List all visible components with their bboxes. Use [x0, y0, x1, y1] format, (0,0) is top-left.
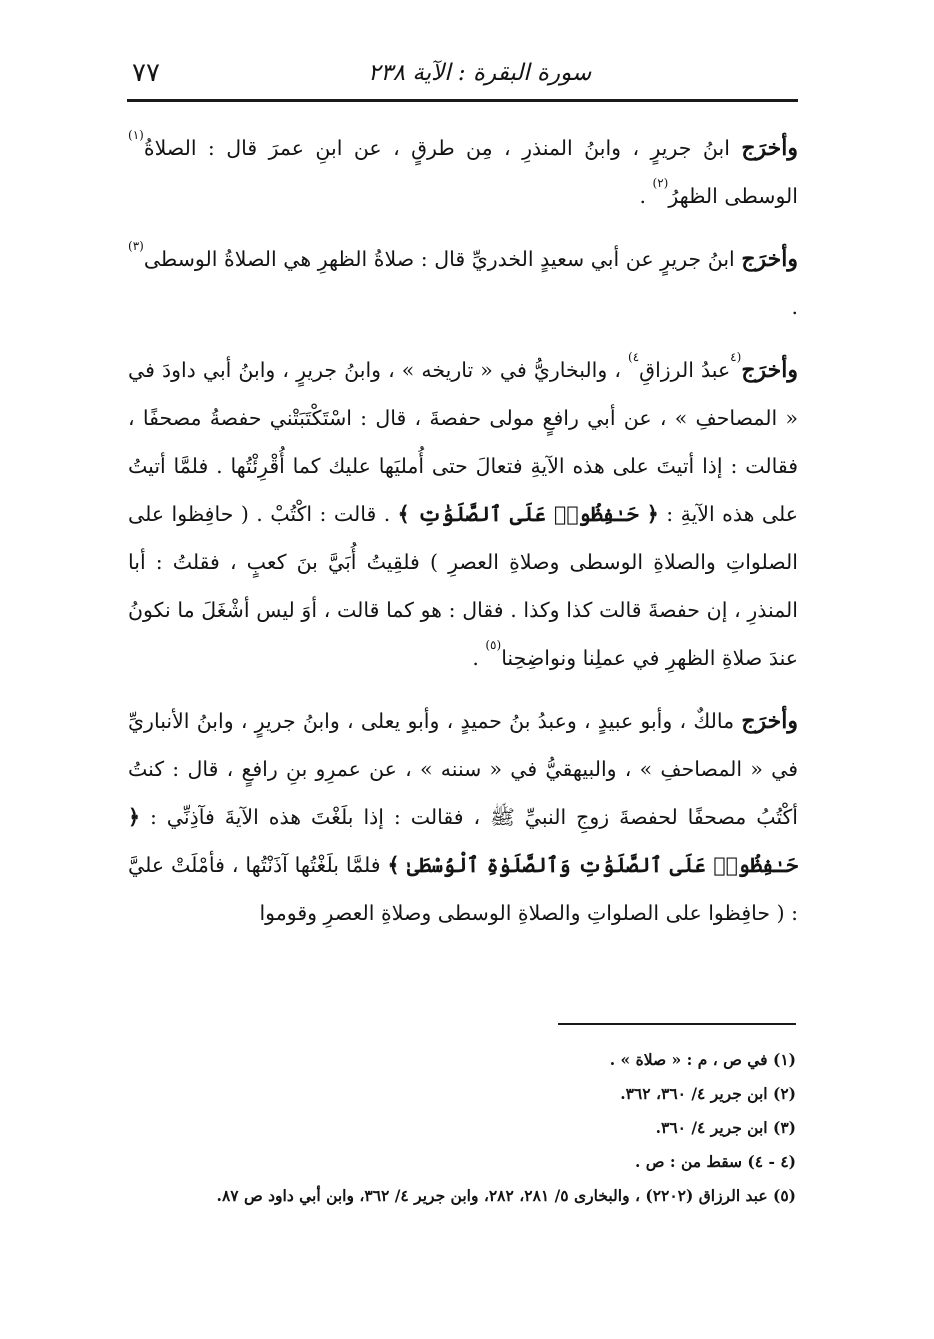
text-run: مالكٌ ، وأبو عبيدٍ ، وعبدُ بنُ حميدٍ ، وأبو يعلى ، وابنُ جريرٍ ، وابنُ الأنباريِّ في « المصاحفِ » ، والبيهقيُّ في « سننه » ، عن عمرِو بنِ رافعٍ ، قال : كنتُ أكْتُبُ مصحفًا لحفصةَ زوجِ النبيِّ ﷺ ، فقالت : إذا بلَغْتَ هذه الآيةَ فآذِنِّي :: [128, 709, 798, 829]
footnote-ref: ٤): [628, 350, 640, 364]
text-run: .: [472, 646, 486, 670]
paragraph-3: [128, 346, 798, 682]
text-run: ابنُ جريرٍ عن أبي سعيدٍ الخدريِّ قال : صلاةُ الظهرِ هي الصلاةُ الوسطى: [143, 247, 742, 271]
paragraph-4: [128, 697, 798, 937]
footnote-5: (٥) عبد الرزاق (٢٢٠٢) ، والبخارى ٥/ ٢٨١، ٢٨٢، وابن جرير ٤/ ٣٦٢، وابن أبي داود ص ٨٧.: [216, 1186, 796, 1205]
paragraph-lead-word: وأخرَج: [741, 135, 798, 161]
text-run: عبدُ الرزاقِ: [639, 358, 731, 382]
page-number: ٧٧: [132, 58, 160, 88]
header-rule: [127, 99, 798, 102]
paragraph-1: [128, 124, 798, 220]
footnote-ref: (٢): [652, 176, 669, 190]
footnote-ref: (٣): [128, 239, 144, 253]
quran-verse: ﴿ حَـٰفِظُوا۟ عَلَى ٱلصَّلَوَٰتِ وَٱلصَّلَوٰةِ ٱلْوُسْطَىٰ ﴾: [128, 805, 798, 877]
text-run: . قالت : اكْتُبْ . ( حافِظوا على الصلواتِ والصلاةِ الوسطى وصلاةِ العصرِ ) فلقِيتُ أُبَيَّ بنَ كعبٍ ، فقلتُ : أبا المنذرِ ، إن حفصةَ قالت كذا وكذا . فقال : هو كما قالت ، أوَ ليس أشْغَلَ ما نكونُ عندَ صلاةِ الظهرِ في عملِنا ونواضِحِنا: [128, 502, 798, 670]
footnotes: [100, 1043, 796, 1213]
footnote-ref: (٥): [485, 638, 502, 652]
footnote-4: (٤ - ٤) سقط من : ص .: [634, 1152, 796, 1171]
footnote-3: (٣) ابن جرير ٤/ ٣٦٠.: [655, 1118, 796, 1137]
text-run: .: [791, 295, 798, 319]
footnote-ref: (٤: [730, 350, 742, 364]
text-run: الوسطى الظهرُ: [668, 184, 798, 208]
text-run: .: [639, 184, 653, 208]
footnote-2: (٢) ابن جرير ٤/ ٣٦٠، ٣٦٢.: [620, 1084, 796, 1103]
text-run: ابنُ جريرٍ ، وابنُ المنذرِ ، مِن طرقٍ ، عن ابنِ عمرَ قال : الصلاةُ: [143, 136, 742, 160]
paragraph-2: [128, 235, 798, 331]
footnote-1: (١) في ص ، م : « صلاة » .: [609, 1050, 796, 1069]
paragraph-lead-word: وأخرَج: [741, 708, 798, 734]
footnote-ref: (١): [128, 128, 144, 142]
text-run: ، والبخاريُّ في « تاريخه » ، وابنُ جريرٍ ، وابنُ أبي داودَ في « المصاحفِ » ، عن أبي رافعٍ مولى حفصةَ ، قال : اسْتَكْتَبَتْني حفصةُ مصحفًا ، فقالت : إذا أتيتَ على هذه الآيةِ فتعالَ حتى أُمليَها عليك كما أُقْرِئْتُها . فلمَّا أتيتُ على هذه الآيةِ :: [128, 358, 798, 526]
text-run: فلمَّا بلَغْتُها آذَنْتُها ، فأمْلَتْ عليَّ : ( حافِظوا على الصلواتِ والصلاةِ الوسطى وصلاةِ العصرِ وقوموا: [128, 853, 798, 925]
paragraph-lead-word: وأخرَج: [741, 357, 798, 383]
running-header: [118, 58, 798, 98]
main-text: [128, 124, 798, 952]
paragraph-lead-word: وأخرَج: [741, 246, 798, 272]
footnote-separator: [558, 1023, 796, 1025]
quran-verse: ﴿ حَـٰفِظُوا۟ عَلَى ٱلصَّلَوَٰتِ ﴾: [397, 502, 659, 526]
header-title: سورة البقرة : الآية ٢٣٨: [368, 60, 592, 86]
